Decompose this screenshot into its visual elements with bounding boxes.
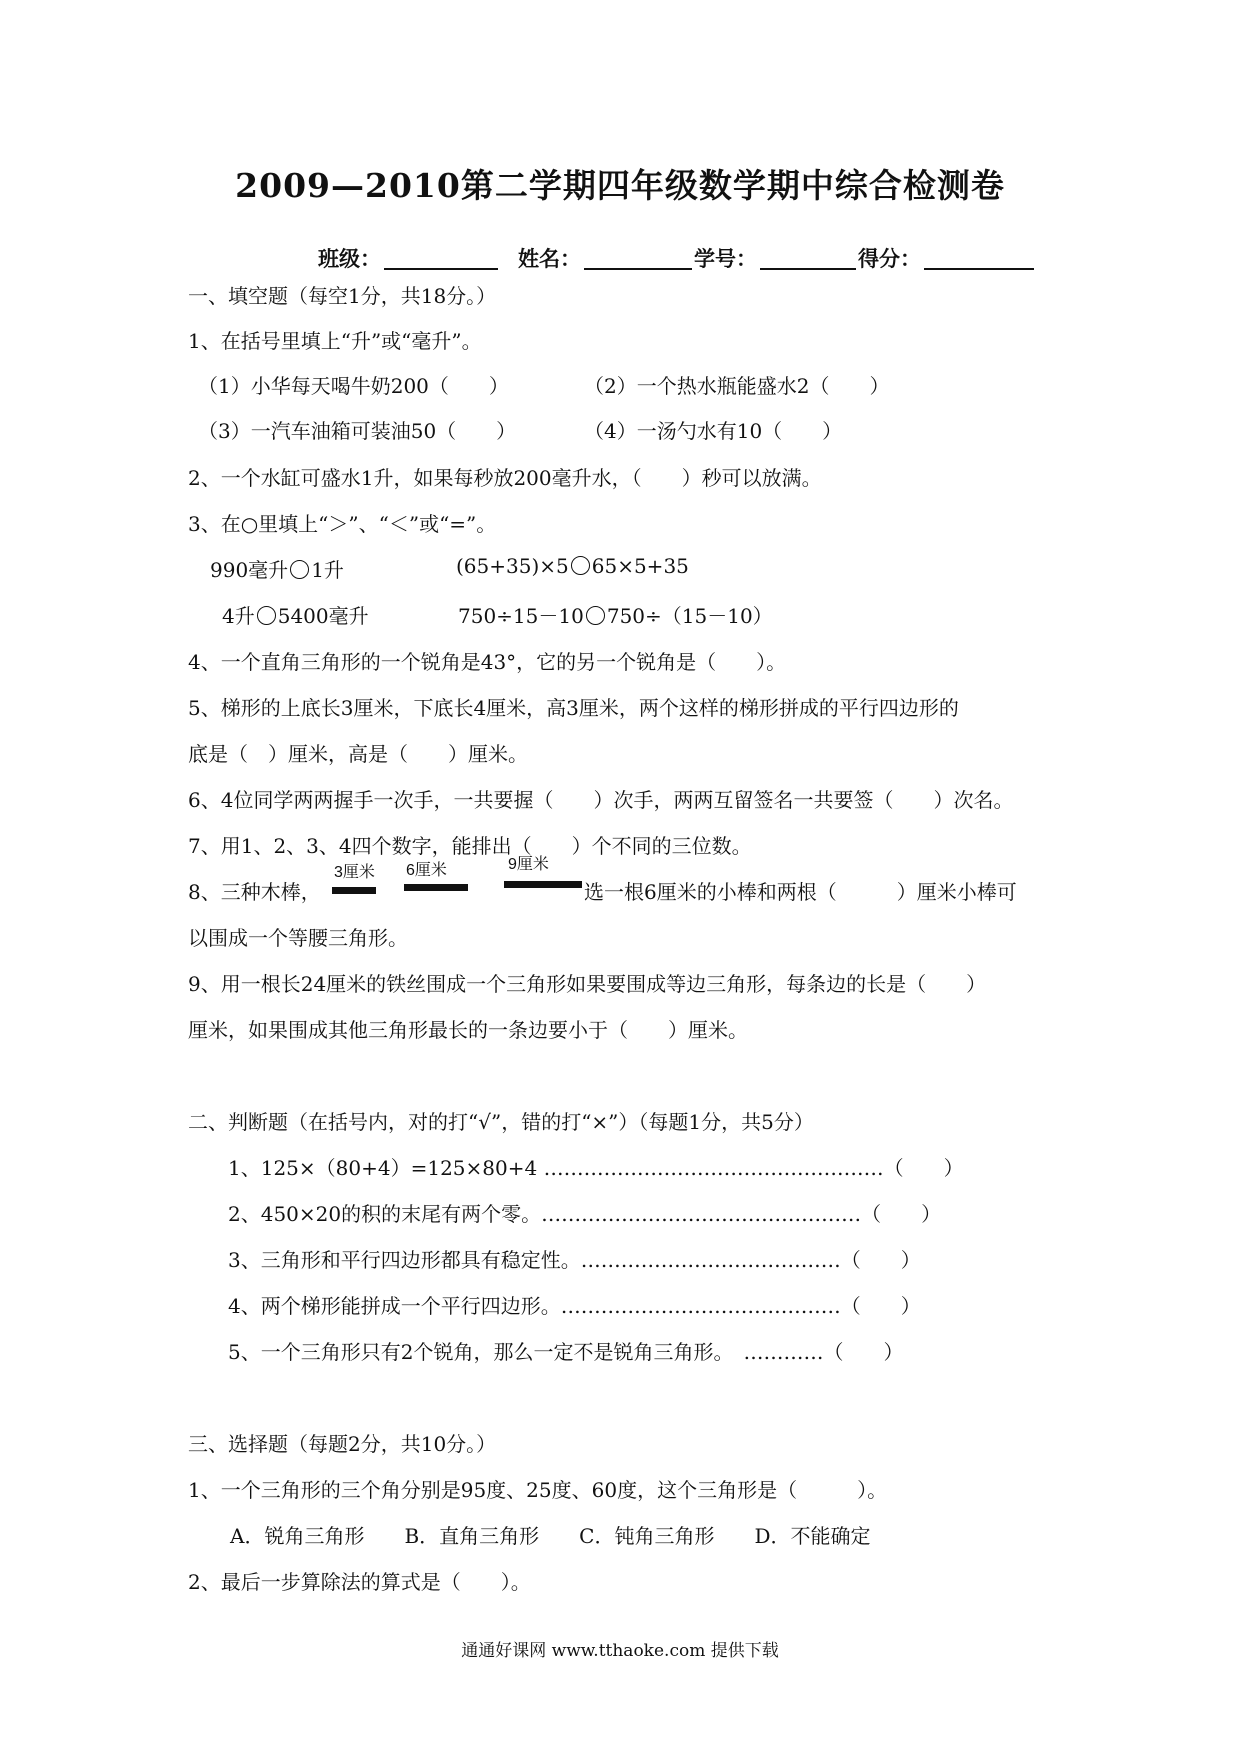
stick-6cm xyxy=(404,884,468,891)
q8-text-suffix: 选一根6厘米的小棒和两根（ ）厘米小棒可 xyxy=(584,880,1017,904)
choice-q1-options: A．锐角三角形 B．直角三角形 C．钝角三角形 D．不能确定 xyxy=(230,1524,871,1548)
judge-item-3: 3、三角形和平行四边形都具有稳定性。…………………………………（ ） xyxy=(228,1248,921,1272)
q2-text: 2、一个水缸可盛水1升，如果每秒放200毫升水，（ ）秒可以放满。 xyxy=(188,466,822,490)
q1-text: 1、在括号里填上“升”或“毫升”。 xyxy=(188,329,482,353)
page-footer: 通通好课网 www.tthaoke.com 提供下载 xyxy=(461,1641,779,1661)
q3-text: 3、在○里填上“＞”、“＜”或“=”。 xyxy=(188,512,497,536)
q1-item-2: （2）一个热水瓶能盛水2（ ） xyxy=(584,374,890,398)
q9-text-line1: 9、用一根长24厘米的铁丝围成一个三角形如果要围成等边三角形，每条边的长是（ ） xyxy=(188,972,987,996)
q1-item-3: （3）一汽车油箱可装油50（ ） xyxy=(198,419,517,443)
name-blank[interactable] xyxy=(584,268,692,270)
judge-item-1: 1、125×（80+4）=125×80+4 ……………………………………………（ ） xyxy=(228,1156,964,1180)
section-2-header: 二、判断题（在括号内，对的打“√”，错的打“×”）（每题1分，共5分） xyxy=(188,1110,814,1134)
judge-item-5: 5、一个三角形只有2个锐角，那么一定不是锐角三角形。 …………（ ） xyxy=(228,1340,904,1364)
score-label: 得分： xyxy=(858,246,921,271)
stick-9cm xyxy=(504,881,582,888)
stick-9cm-label: 9厘米 xyxy=(508,856,549,873)
q8-text-line2: 以围成一个等腰三角形。 xyxy=(188,926,408,950)
q3-compare-c: 4升 5400毫升 xyxy=(222,604,369,628)
q8-text-prefix: 8、三种木棒， xyxy=(188,880,321,904)
section-3-header: 三、选择题（每题2分，共10分。） xyxy=(188,1432,497,1456)
stick-6cm-label: 6厘米 xyxy=(406,862,447,879)
choice-q1-text: 1、一个三角形的三个角分别是95度、25度、60度，这个三角形是（ ）。 xyxy=(188,1478,888,1502)
q4-text: 4、一个直角三角形的一个锐角是43°，它的另一个锐角是（ ）。 xyxy=(188,650,787,674)
section-1-header: 一、填空题（每空1分，共18分。） xyxy=(188,284,497,308)
student-id-blank[interactable] xyxy=(760,268,856,270)
compare-circle[interactable] xyxy=(257,606,276,625)
compare-circle[interactable] xyxy=(571,556,590,575)
q7-text: 7、用1、2、3、4四个数字，能排出（ ）个不同的三位数。 xyxy=(188,834,752,858)
judge-item-4: 4、两个梯形能拼成一个平行四边形。……………………………………（ ） xyxy=(228,1294,921,1318)
q1-item-4: （4）一汤勺水有10（ ） xyxy=(584,419,843,443)
class-label: 班级： xyxy=(318,246,381,271)
q5-text-line2: 底是（ ）厘米，高是（ ）厘米。 xyxy=(188,742,528,766)
q1-item-1: （1）小华每天喝牛奶200（ ） xyxy=(198,374,509,398)
class-blank[interactable] xyxy=(384,268,498,270)
compare-circle[interactable] xyxy=(586,606,605,625)
stick-3cm-label: 3厘米 xyxy=(334,864,375,881)
compare-circle[interactable] xyxy=(290,560,309,579)
page-title: 2009—2010第二学期四年级数学期中综合检测卷 xyxy=(235,166,1005,205)
stick-3cm xyxy=(332,887,376,894)
choice-q2-text: 2、最后一步算除法的算式是（ ）。 xyxy=(188,1570,531,1594)
q5-text-line1: 5、梯形的上底长3厘米，下底长4厘米，高3厘米，两个这样的梯形拼成的平行四边形的 xyxy=(188,696,959,720)
q3-compare-a: 990毫升 1升 xyxy=(210,558,344,582)
score-blank[interactable] xyxy=(924,268,1034,270)
q3-compare-d: 750÷15－10 750÷（15－10） xyxy=(458,604,773,628)
q9-text-line2: 厘米，如果围成其他三角形最长的一条边要小于（ ）厘米。 xyxy=(188,1018,748,1042)
student-id-label: 学号： xyxy=(694,246,757,271)
name-label: 姓名： xyxy=(518,246,581,271)
q6-text: 6、4位同学两两握手一次手，一共要握（ ）次手，两两互留签名一共要签（ ）次名。 xyxy=(188,788,1014,812)
q3-compare-b: (65+35)×5 65×5+35 xyxy=(456,554,689,578)
judge-item-2: 2、450×20的积的末尾有两个零。…………………………………………（ ） xyxy=(228,1202,942,1226)
